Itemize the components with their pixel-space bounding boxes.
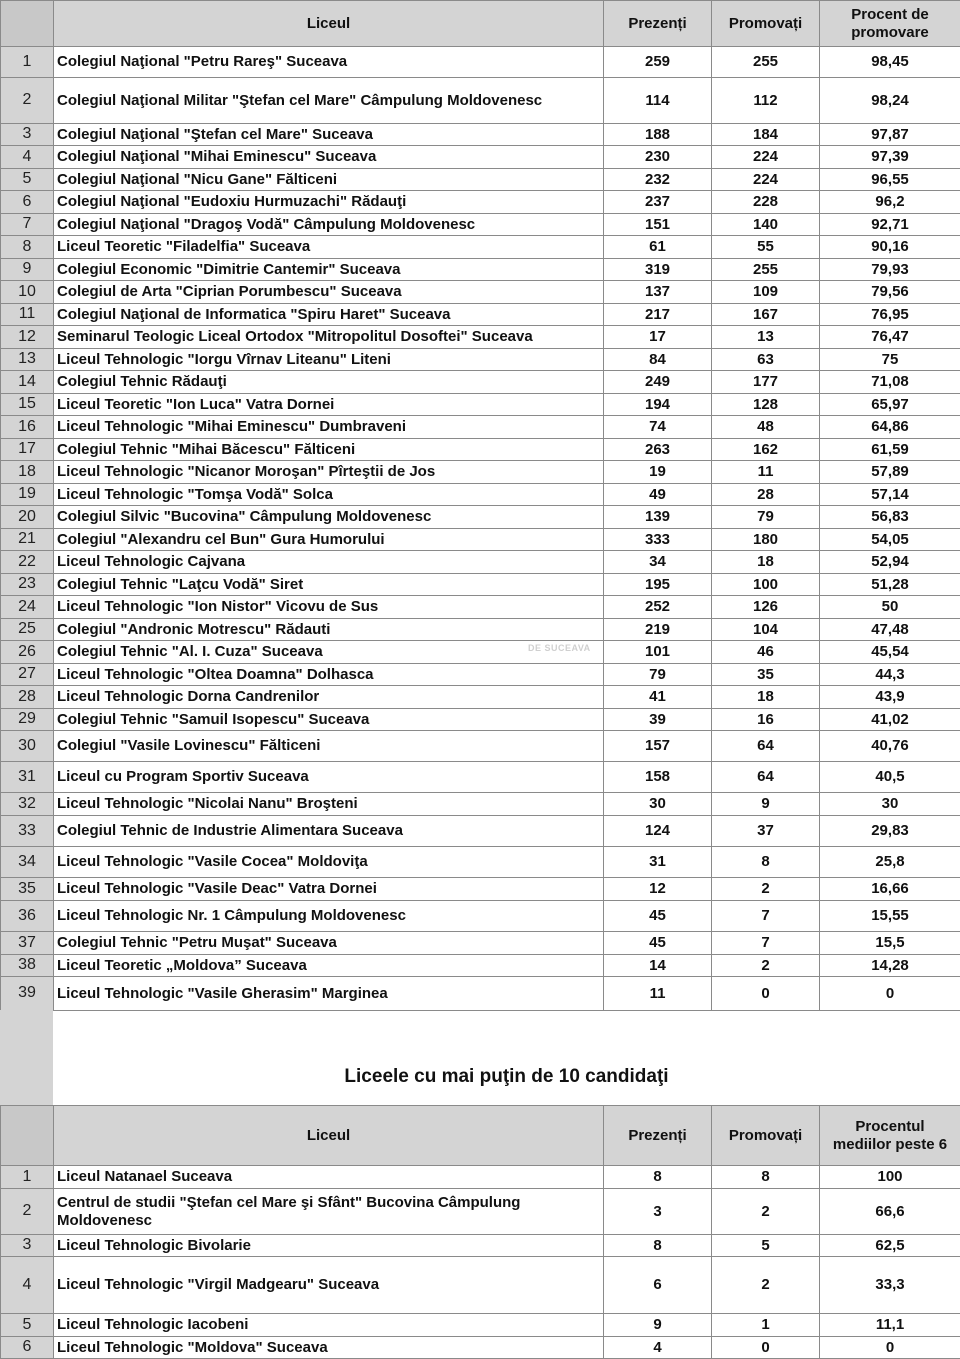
- promotion-percent: 30: [820, 793, 960, 816]
- table-row: [1, 236, 960, 259]
- school-name: Liceul Tehnologic Dorna Candrenilor: [54, 686, 604, 709]
- promotion-percent: 0: [820, 1337, 960, 1359]
- table-row: [1, 259, 960, 281]
- present-count: 45: [604, 932, 712, 955]
- school-name: Liceul Tehnologic "Vasile Gherasim" Marginea: [54, 977, 604, 1011]
- table-row: [1, 326, 960, 349]
- table-row: [1, 191, 960, 214]
- present-count: 219: [604, 619, 712, 641]
- promotion-percent: 51,28: [820, 574, 960, 596]
- promotion-percent: 97,39: [820, 146, 960, 169]
- school-name: Colegiul Tehnic "Petru Muşat" Suceava: [54, 932, 604, 955]
- promotion-percent: 40,76: [820, 731, 960, 762]
- present-count: 151: [604, 214, 712, 236]
- row-index: 22: [1, 551, 54, 574]
- promotion-percent: 98,24: [820, 78, 960, 124]
- present-count: 79: [604, 664, 712, 686]
- present-count: 39: [604, 709, 712, 731]
- table-row: [1, 932, 960, 955]
- school-name: Liceul Natanael Suceava: [54, 1166, 604, 1189]
- present-count: 30: [604, 793, 712, 816]
- promotion-percent: 90,16: [820, 236, 960, 259]
- present-count: 252: [604, 596, 712, 619]
- row-index: 38: [1, 955, 54, 977]
- promotion-percent: 15,5: [820, 932, 960, 955]
- promoted-count: 55: [712, 236, 820, 259]
- present-count: 158: [604, 762, 712, 793]
- present-count: 319: [604, 259, 712, 281]
- header-percent-line1: Procent de: [851, 6, 929, 24]
- table-row: [1, 124, 960, 146]
- header-name: Liceul: [54, 1, 604, 47]
- present-count: 9: [604, 1314, 712, 1337]
- promoted-count: 104: [712, 619, 820, 641]
- promotion-percent: 57,14: [820, 484, 960, 506]
- school-name: Colegiul Naţional de Informatica "Spiru Haret" Suceava: [54, 304, 604, 326]
- school-name: Colegiul Silvic "Bucovina" Câmpulung Moldovenesc: [54, 506, 604, 529]
- promoted-count: 16: [712, 709, 820, 731]
- school-name: Liceul Tehnologic Cajvana: [54, 551, 604, 574]
- promoted-count: 28: [712, 484, 820, 506]
- table-row: [1, 439, 960, 461]
- table-row: [1, 169, 960, 191]
- promoted-count: 11: [712, 461, 820, 484]
- present-count: 194: [604, 394, 712, 416]
- promoted-count: 167: [712, 304, 820, 326]
- table-row: [1, 816, 960, 847]
- promotion-percent: 98,45: [820, 47, 960, 78]
- table-row: [1, 731, 960, 762]
- row-index: 4: [1, 1257, 54, 1314]
- school-name: Liceul Tehnologic Bivolarie: [54, 1235, 604, 1257]
- school-name: Colegiul Tehnic de Industrie Alimentara Suceava: [54, 816, 604, 847]
- promoted-count: 46: [712, 641, 820, 664]
- promotion-percent: 43,9: [820, 686, 960, 709]
- present-count: 124: [604, 816, 712, 847]
- header-percent: [820, 1106, 960, 1166]
- promotion-percent: 45,54: [820, 641, 960, 664]
- promoted-count: 184: [712, 124, 820, 146]
- present-count: 41: [604, 686, 712, 709]
- promotion-percent: 52,94: [820, 551, 960, 574]
- table-row: [1, 574, 960, 596]
- promotion-percent: 56,83: [820, 506, 960, 529]
- row-index: 13: [1, 349, 54, 371]
- promoted-count: 35: [712, 664, 820, 686]
- table-row: [1, 529, 960, 551]
- school-name: Liceul Tehnologic "Nicanor Moroşan" Pîrteştii de Jos: [54, 461, 604, 484]
- present-count: 49: [604, 484, 712, 506]
- row-index: 5: [1, 1314, 54, 1337]
- promotion-percent: 57,89: [820, 461, 960, 484]
- school-name: Liceul Teoretic "Filadelfia" Suceava: [54, 236, 604, 259]
- table-row: [1, 977, 960, 1011]
- school-name: Liceul Tehnologic "Vasile Cocea" Moldoviţa: [54, 847, 604, 878]
- row-index: 6: [1, 1337, 54, 1359]
- table-row: [1, 955, 960, 977]
- table-row: [1, 664, 960, 686]
- header-present: Prezenți: [604, 1, 712, 47]
- promoted-count: 18: [712, 551, 820, 574]
- header-promoted: Promovați: [712, 1, 820, 47]
- school-name: Liceul Tehnologic Nr. 1 Câmpulung Moldovenesc: [54, 901, 604, 932]
- promoted-count: 140: [712, 214, 820, 236]
- row-index: 23: [1, 574, 54, 596]
- promotion-percent: 92,71: [820, 214, 960, 236]
- present-count: 3: [604, 1189, 712, 1235]
- table-row: [1, 1257, 960, 1314]
- row-index: 11: [1, 304, 54, 326]
- promotion-percent: 15,55: [820, 901, 960, 932]
- table-row: [1, 762, 960, 793]
- promotion-percent: 79,93: [820, 259, 960, 281]
- school-name: Colegiul Tehnic "Al. I. Cuza" Suceava: [54, 641, 604, 664]
- school-name: Liceul Tehnologic Iacobeni: [54, 1314, 604, 1337]
- row-index: 7: [1, 214, 54, 236]
- row-index: 4: [1, 146, 54, 169]
- promoted-count: 0: [712, 977, 820, 1011]
- row-index: 9: [1, 259, 54, 281]
- school-name: Liceul Tehnologic "Oltea Doamna" Dolhasca: [54, 664, 604, 686]
- promoted-count: 7: [712, 901, 820, 932]
- promoted-count: 0: [712, 1337, 820, 1359]
- row-index: 28: [1, 686, 54, 709]
- row-index: 17: [1, 439, 54, 461]
- promotion-percent: 11,1: [820, 1314, 960, 1337]
- present-count: 139: [604, 506, 712, 529]
- promotion-percent: 33,3: [820, 1257, 960, 1314]
- section-gap: [0, 1010, 960, 1105]
- present-count: 12: [604, 878, 712, 901]
- row-index: 21: [1, 529, 54, 551]
- present-count: 17: [604, 326, 712, 349]
- present-count: 232: [604, 169, 712, 191]
- promoted-count: 37: [712, 816, 820, 847]
- table-row: [1, 281, 960, 304]
- table-row: [1, 1314, 960, 1337]
- row-index: 39: [1, 977, 54, 1011]
- table-row: [1, 304, 960, 326]
- promoted-count: 79: [712, 506, 820, 529]
- present-count: 188: [604, 124, 712, 146]
- promoted-count: 2: [712, 1189, 820, 1235]
- table-row: [1, 78, 960, 124]
- promoted-count: 5: [712, 1235, 820, 1257]
- promotion-percent: 61,59: [820, 439, 960, 461]
- promotion-percent: 79,56: [820, 281, 960, 304]
- row-index: 12: [1, 326, 54, 349]
- school-name: Liceul Tehnologic "Moldova" Suceava: [54, 1337, 604, 1359]
- table-row: [1, 47, 960, 78]
- row-index: 1: [1, 47, 54, 78]
- promoted-count: 128: [712, 394, 820, 416]
- row-index: 31: [1, 762, 54, 793]
- table-row: [1, 1189, 960, 1235]
- watermark: DE SUCEAVA: [528, 643, 591, 653]
- promotion-percent: 44,3: [820, 664, 960, 686]
- row-index: 18: [1, 461, 54, 484]
- school-name: Colegiul Naţional "Eudoxiu Hurmuzachi" Rădauţi: [54, 191, 604, 214]
- row-index: 16: [1, 416, 54, 439]
- small-schools-table-body: [1, 1166, 960, 1359]
- table-header-row: [1, 1106, 960, 1166]
- school-name: Colegiul "Andronic Motrescu" Rădauti: [54, 619, 604, 641]
- promoted-count: 224: [712, 146, 820, 169]
- present-count: 74: [604, 416, 712, 439]
- row-index: 26: [1, 641, 54, 664]
- school-name: Liceul Tehnologic "Virgil Madgearu" Suceava: [54, 1257, 604, 1314]
- school-name: Colegiul Naţional Militar "Ştefan cel Mare" Câmpulung Moldovenesc: [54, 78, 604, 124]
- table-row: [1, 641, 960, 664]
- row-index: 29: [1, 709, 54, 731]
- header-index: [1, 1106, 54, 1166]
- promotion-percent: 40,5: [820, 762, 960, 793]
- present-count: 45: [604, 901, 712, 932]
- present-count: 333: [604, 529, 712, 551]
- table-row: [1, 596, 960, 619]
- table-row: [1, 793, 960, 816]
- row-index: 37: [1, 932, 54, 955]
- promoted-count: 13: [712, 326, 820, 349]
- promotion-percent: 0: [820, 977, 960, 1011]
- promoted-count: 64: [712, 731, 820, 762]
- present-count: 263: [604, 439, 712, 461]
- table-header-row: [1, 1, 960, 47]
- promotion-percent: 47,48: [820, 619, 960, 641]
- table-row: [1, 1166, 960, 1189]
- present-count: 8: [604, 1235, 712, 1257]
- row-index: 14: [1, 371, 54, 394]
- present-count: 101: [604, 641, 712, 664]
- table-row: [1, 709, 960, 731]
- row-index: 25: [1, 619, 54, 641]
- present-count: 237: [604, 191, 712, 214]
- header-percent: [820, 1, 960, 47]
- row-index: 3: [1, 124, 54, 146]
- promotion-percent: 50: [820, 596, 960, 619]
- promotion-percent: 97,87: [820, 124, 960, 146]
- school-name: Colegiul Tehnic "Samuil Isopescu" Suceava: [54, 709, 604, 731]
- promotion-percent: 75: [820, 349, 960, 371]
- table-row: [1, 1235, 960, 1257]
- header-percent-line1: Procentul: [855, 1118, 925, 1136]
- school-name: Liceul Teoretic „Moldova” Suceava: [54, 955, 604, 977]
- promoted-count: 2: [712, 1257, 820, 1314]
- present-count: 259: [604, 47, 712, 78]
- promoted-count: 9: [712, 793, 820, 816]
- school-name: Colegiul Economic "Dimitrie Cantemir" Suceava: [54, 259, 604, 281]
- present-count: 31: [604, 847, 712, 878]
- school-name: Colegiul Naţional "Dragoş Vodă" Câmpulung Moldovenesc: [54, 214, 604, 236]
- promoted-count: 7: [712, 932, 820, 955]
- header-name: Liceul: [54, 1106, 604, 1166]
- promoted-count: 2: [712, 878, 820, 901]
- school-name: Colegiul Tehnic "Laţcu Vodă" Siret: [54, 574, 604, 596]
- present-count: 6: [604, 1257, 712, 1314]
- school-name: Colegiul Tehnic "Mihai Băcescu" Fălticeni: [54, 439, 604, 461]
- row-index: 2: [1, 1189, 54, 1235]
- row-index: 1: [1, 1166, 54, 1189]
- present-count: 11: [604, 977, 712, 1011]
- header-promoted: Promovați: [712, 1106, 820, 1166]
- promoted-count: 112: [712, 78, 820, 124]
- school-name: Colegiul Naţional "Mihai Eminescu" Suceava: [54, 146, 604, 169]
- table-row: [1, 551, 960, 574]
- present-count: 84: [604, 349, 712, 371]
- present-count: 157: [604, 731, 712, 762]
- table-row: [1, 878, 960, 901]
- school-name: Liceul cu Program Sportiv Suceava: [54, 762, 604, 793]
- row-index: 24: [1, 596, 54, 619]
- school-name: Liceul Tehnologic "Mihai Eminescu" Dumbraveni: [54, 416, 604, 439]
- table-row: [1, 847, 960, 878]
- promotion-percent: 66,6: [820, 1189, 960, 1235]
- promotion-percent: 76,95: [820, 304, 960, 326]
- promoted-count: 180: [712, 529, 820, 551]
- school-name: Liceul Tehnologic "Vasile Deac" Vatra Dornei: [54, 878, 604, 901]
- school-name: Liceul Tehnologic "Ion Nistor" Vicovu de Sus: [54, 596, 604, 619]
- row-index: 6: [1, 191, 54, 214]
- school-name: Liceul Tehnologic "Nicolai Nanu" Broşteni: [54, 793, 604, 816]
- table-row: [1, 686, 960, 709]
- present-count: 34: [604, 551, 712, 574]
- promoted-count: 18: [712, 686, 820, 709]
- row-index: 5: [1, 169, 54, 191]
- table-row: [1, 461, 960, 484]
- table-row: [1, 416, 960, 439]
- row-index: 19: [1, 484, 54, 506]
- school-name: Colegiul "Vasile Lovinescu" Fălticeni: [54, 731, 604, 762]
- present-count: 114: [604, 78, 712, 124]
- present-count: 14: [604, 955, 712, 977]
- promoted-count: 177: [712, 371, 820, 394]
- promoted-count: 48: [712, 416, 820, 439]
- row-index: 20: [1, 506, 54, 529]
- promoted-count: 100: [712, 574, 820, 596]
- promotion-percent: 16,66: [820, 878, 960, 901]
- small-schools-table: [0, 1105, 960, 1359]
- index-column-strip: [0, 1010, 53, 1105]
- promotion-percent: 54,05: [820, 529, 960, 551]
- row-index: 35: [1, 878, 54, 901]
- promotion-percent: 41,02: [820, 709, 960, 731]
- row-index: 8: [1, 236, 54, 259]
- row-index: 33: [1, 816, 54, 847]
- row-index: 32: [1, 793, 54, 816]
- promotion-percent: 76,47: [820, 326, 960, 349]
- present-count: 4: [604, 1337, 712, 1359]
- promotion-percent: 25,8: [820, 847, 960, 878]
- present-count: 230: [604, 146, 712, 169]
- row-index: 3: [1, 1235, 54, 1257]
- school-name: Liceul Tehnologic "Iorgu Vîrnav Liteanu" Liteni: [54, 349, 604, 371]
- promoted-count: 1: [712, 1314, 820, 1337]
- row-index: 30: [1, 731, 54, 762]
- promotion-percent: 14,28: [820, 955, 960, 977]
- promotion-percent: 100: [820, 1166, 960, 1189]
- promoted-count: 63: [712, 349, 820, 371]
- school-name: Colegiul Naţional "Ştefan cel Mare" Suceava: [54, 124, 604, 146]
- promoted-count: 8: [712, 1166, 820, 1189]
- school-name: Seminarul Teologic Liceal Ortodox "Mitropolitul Dosoftei" Suceava: [54, 326, 604, 349]
- table-row: [1, 214, 960, 236]
- section2-title: Liceele cu mai puţin de 10 candidaţi: [344, 1066, 669, 1087]
- school-name: Colegiul "Alexandru cel Bun" Gura Humorului: [54, 529, 604, 551]
- present-count: 195: [604, 574, 712, 596]
- header-percent-line2: promovare: [851, 23, 929, 41]
- promoted-count: 109: [712, 281, 820, 304]
- school-name: Colegiul Naţional "Petru Rareş" Suceava: [54, 47, 604, 78]
- table-row: [1, 901, 960, 932]
- row-index: 27: [1, 664, 54, 686]
- promoted-count: 64: [712, 762, 820, 793]
- table-row: [1, 146, 960, 169]
- promotion-percent: 65,97: [820, 394, 960, 416]
- header-percent-line2: mediilor peste 6: [832, 1135, 948, 1153]
- row-index: 15: [1, 394, 54, 416]
- row-index: 36: [1, 901, 54, 932]
- row-index: 10: [1, 281, 54, 304]
- promotion-percent: 96,2: [820, 191, 960, 214]
- promoted-count: 2: [712, 955, 820, 977]
- promotion-percent: 96,55: [820, 169, 960, 191]
- present-count: 217: [604, 304, 712, 326]
- school-name: Colegiul Naţional "Nicu Gane" Fălticeni: [54, 169, 604, 191]
- school-name: Centrul de studii "Ştefan cel Mare şi Sfânt" Bucovina Câmpulung Moldovenesc: [54, 1189, 604, 1235]
- promoted-count: 228: [712, 191, 820, 214]
- present-count: 61: [604, 236, 712, 259]
- promoted-count: 8: [712, 847, 820, 878]
- promoted-count: 126: [712, 596, 820, 619]
- table-row: [1, 506, 960, 529]
- present-count: 19: [604, 461, 712, 484]
- school-name: Colegiul de Arta "Ciprian Porumbescu" Suceava: [54, 281, 604, 304]
- table-row: [1, 371, 960, 394]
- promotion-percent: 64,86: [820, 416, 960, 439]
- header-index: [1, 1, 54, 47]
- promoted-count: 162: [712, 439, 820, 461]
- present-count: 8: [604, 1166, 712, 1189]
- results-table-body: [1, 47, 960, 1011]
- school-name: Liceul Teoretic "Ion Luca" Vatra Dornei: [54, 394, 604, 416]
- school-name: Colegiul Tehnic Rădauţi: [54, 371, 604, 394]
- promoted-count: 255: [712, 259, 820, 281]
- present-count: 249: [604, 371, 712, 394]
- promotion-percent: 62,5: [820, 1235, 960, 1257]
- school-name: Liceul Tehnologic "Tomşa Vodă" Solca: [54, 484, 604, 506]
- table-row: [1, 349, 960, 371]
- table-row: [1, 619, 960, 641]
- row-index: 2: [1, 78, 54, 124]
- promotion-percent: 29,83: [820, 816, 960, 847]
- promoted-count: 255: [712, 47, 820, 78]
- promotion-percent: 71,08: [820, 371, 960, 394]
- present-count: 137: [604, 281, 712, 304]
- row-index: 34: [1, 847, 54, 878]
- table-row: [1, 1337, 960, 1359]
- header-present: Prezenți: [604, 1106, 712, 1166]
- promoted-count: 224: [712, 169, 820, 191]
- table-row: [1, 484, 960, 506]
- table-row: [1, 394, 960, 416]
